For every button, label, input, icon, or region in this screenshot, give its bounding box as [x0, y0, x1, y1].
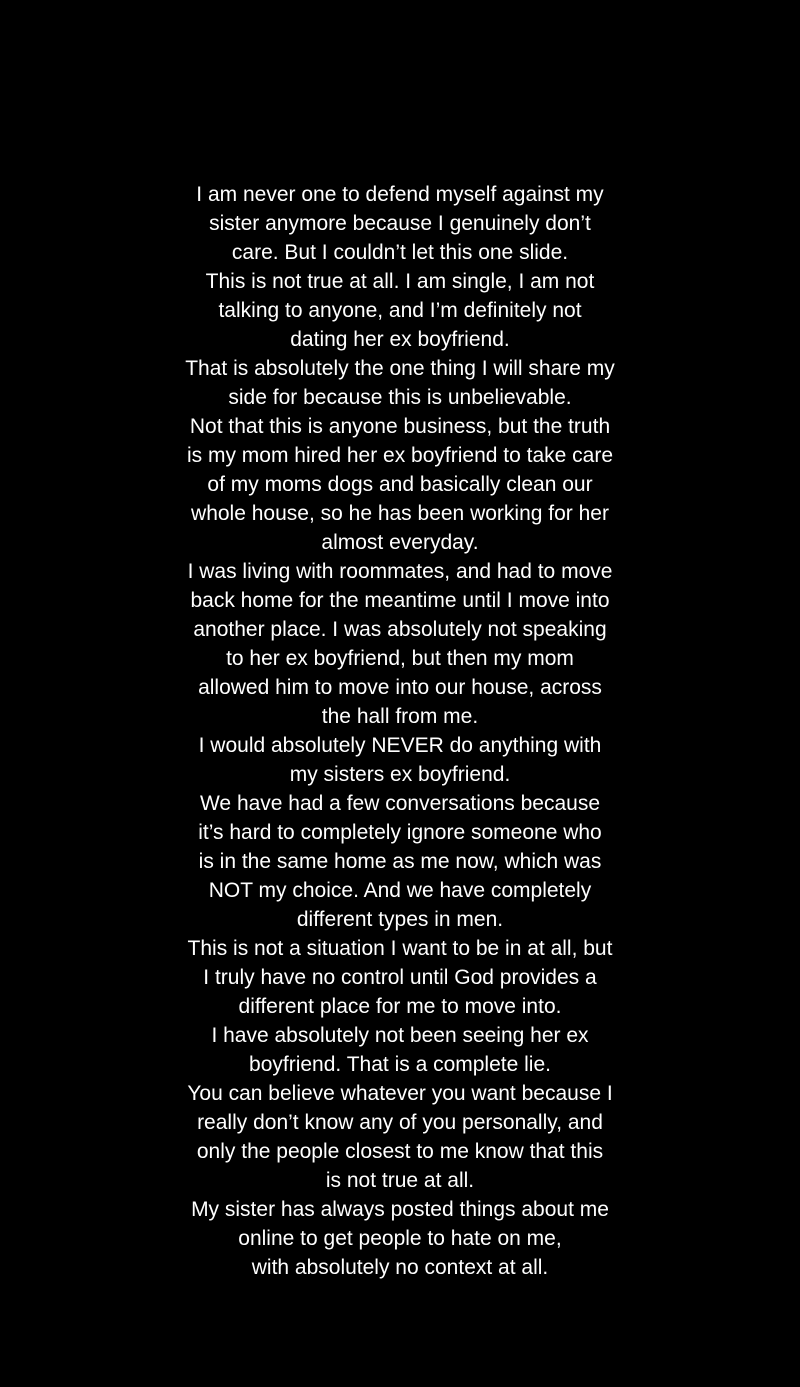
story-text-line: care. But I couldn’t let this one slide.	[231, 241, 569, 264]
story-text	[140, 180, 660, 1282]
story-text-line: back home for the meantime until I move into	[190, 589, 610, 612]
story-text-line: to her ex boyfriend, but then my mom	[226, 647, 574, 670]
story-text-line: is in the same home as me now, which was	[198, 850, 602, 873]
story-text-line: I truly have no control until God provides a	[203, 966, 597, 989]
story-text-line: My sister has always posted things about me	[191, 1198, 609, 1221]
story-text-line: I would absolutely NEVER do anything with	[198, 734, 602, 757]
story-text-line: different types in men.	[296, 908, 504, 931]
story-text-line: almost everyday.	[321, 531, 479, 554]
story-text-line: talking to anyone, and I’m definitely not	[218, 299, 582, 322]
story-text-line: really don’t know any of you personally, and	[197, 1111, 603, 1134]
story-text-line: whole house, so he has been working for her	[191, 502, 609, 525]
story-text-line: another place. I was absolutely not speaking	[193, 618, 607, 641]
story-text-line: allowed him to move into our house, across	[198, 676, 602, 699]
story-text-line: with absolutely no context at all.	[251, 1256, 549, 1279]
story-text-line: dating her ex boyfriend.	[290, 328, 510, 351]
story-text-line: sister anymore because I genuinely don’t	[209, 212, 591, 235]
story-text-line: This is not true at all. I am single, I am not	[205, 270, 595, 293]
story-text-line: This is not a situation I want to be in at all, but	[187, 937, 613, 960]
story-text-line: That is absolutely the one thing I will share my	[185, 357, 615, 380]
story-text-line: boyfriend. That is a complete lie.	[249, 1053, 551, 1076]
story-text-line: I was living with roommates, and had to move	[187, 560, 613, 583]
story-text-line: only the people closest to me know that this	[196, 1140, 604, 1163]
story-text-line: of my moms dogs and basically clean our	[207, 473, 593, 496]
story-text-line: is not true at all.	[325, 1169, 475, 1192]
story-text-line: I have absolutely not been seeing her ex	[211, 1024, 589, 1047]
story-text-line: is my mom hired her ex boyfriend to take care	[186, 444, 613, 467]
story-text-line: side for because this is unbelievable.	[228, 386, 572, 409]
story-text-line: the hall from me.	[321, 705, 479, 728]
story-text-line: my sisters ex boyfriend.	[289, 763, 511, 786]
story-text-line: You can believe whatever you want because I	[187, 1082, 613, 1105]
story-text-line: We have had a few conversations because	[199, 792, 601, 815]
story-text-line: different place for me to move into.	[238, 995, 562, 1018]
story-text-line: online to get people to hate on me,	[238, 1227, 562, 1250]
story-text-line: NOT my choice. And we have completely	[208, 879, 592, 902]
story-text-line: it’s hard to completely ignore someone who	[198, 821, 602, 844]
story-text-line: Not that this is anyone business, but the truth	[189, 415, 611, 438]
story-text-line: I am never one to defend myself against my	[196, 183, 604, 206]
